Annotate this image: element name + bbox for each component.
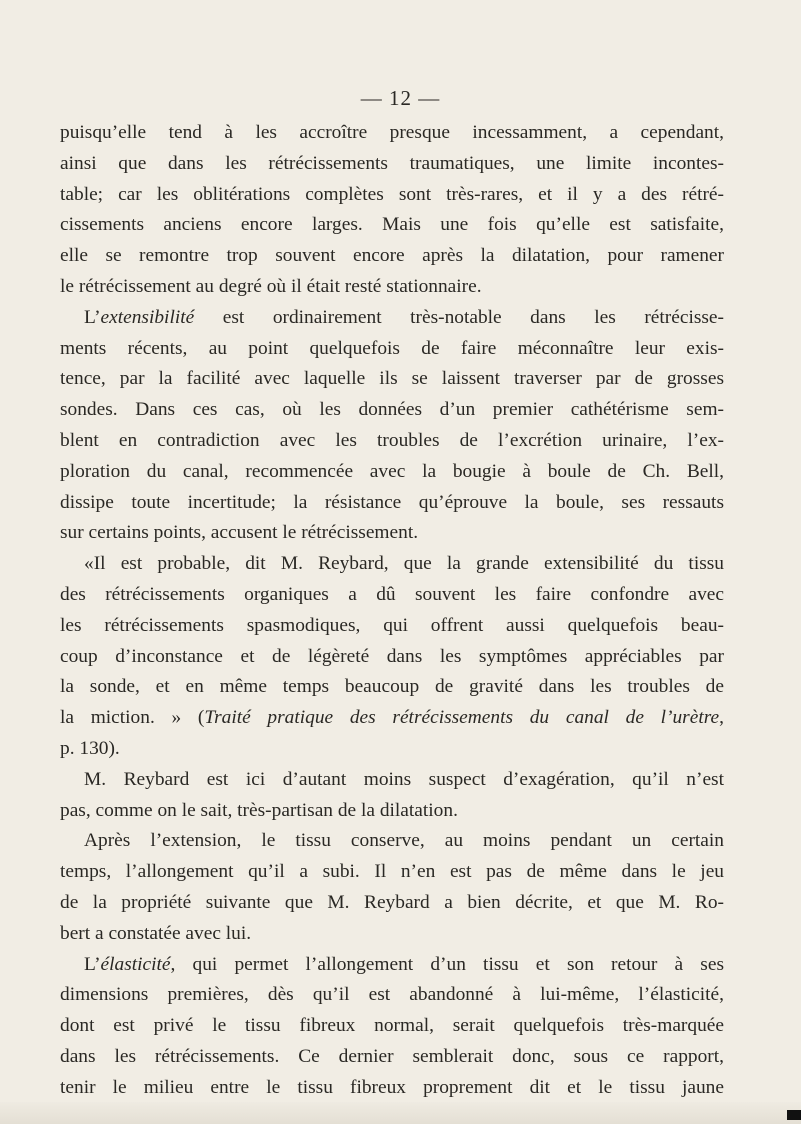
- text-segment: , qui permet l’allongement d’un tissu et son retour à ses: [170, 953, 724, 975]
- text-segment: ,: [719, 707, 725, 729]
- text-line: p. 130).: [60, 737, 120, 759]
- text-line: ploration du canal, recommencée avec la bougie à boule de Ch. Bell,: [60, 460, 724, 482]
- text-line: le rétrécissement au degré où il était resté stationnaire.: [60, 275, 482, 297]
- text-line: dont est privé le tissu fibreux normal, serait quelquefois très-marquée: [60, 1015, 724, 1037]
- text-line: sur certains points, accusent le rétrécissement.: [60, 522, 419, 544]
- text-line: dans les rétrécissements. Ce dernier semblerait donc, sous ce rapport,: [60, 1045, 724, 1067]
- scan-edge: [0, 1102, 801, 1124]
- text-line: puisqu’elle tend à les accroître presque incessamment, a cependant,: [60, 122, 724, 143]
- text-line: pas, comme on le sait, très-partisan de la dilatation.: [60, 799, 458, 821]
- text-line: «Il est probable, dit M. Reybard, que la grande extensibilité du tissu: [84, 553, 724, 575]
- text-line: ainsi que dans les rétrécissements traumatiques, une limite incontes-: [60, 152, 724, 174]
- text-line: blent en contradiction avec les troubles de l’excrétion urinaire, l’ex-: [60, 429, 724, 451]
- text-line: [60, 703, 724, 734]
- text-line: cissements anciens encore larges. Mais une fois qu’elle est satisfaite,: [60, 214, 724, 236]
- text-line: [60, 950, 724, 981]
- text-line: sondes. Dans ces cas, où les données d’un premier cathétérisme sem-: [60, 399, 724, 421]
- text-line: elle se remontre trop souvent encore après la dilatation, pour ramener: [60, 245, 724, 267]
- text-segment: la miction. » (: [60, 707, 205, 729]
- text-line: M. Reybard est ici d’autant moins suspect d’exagération, qu’il n’est: [84, 768, 724, 790]
- scan-mark: [787, 1110, 801, 1120]
- page-number: — 12 —: [360, 86, 441, 110]
- text-line: ments récents, au point quelquefois de faire méconnaître leur exis-: [60, 337, 724, 359]
- text-line: Après l’extension, le tissu conserve, au moins pendant un certain: [84, 830, 724, 852]
- text-line: des rétrécissements organiques a dû souvent les faire confondre avec: [60, 583, 724, 605]
- text-segment: L’: [84, 306, 101, 328]
- text-line: les rétrécissements spasmodiques, qui offrent aussi quelquefois beau-: [60, 614, 724, 636]
- text-line: table; car les oblitérations complètes sont très-rares, et il y a des rétré-: [60, 183, 724, 205]
- text-line: [60, 303, 724, 334]
- italic-term: Traité pratique des rétrécissements du canal de l’urètre: [204, 707, 720, 729]
- text-line: coup d’inconstance et de légèreté dans les symptômes appréciables par: [60, 645, 724, 667]
- text-line: temps, l’allongement qu’il a subi. Il n’en est pas de même dans le jeu: [60, 861, 724, 883]
- text-line: dimensions premières, dès qu’il est abandonné à lui-même, l’élasticité,: [60, 984, 724, 1006]
- text-line: dissipe toute incertitude; la résistance qu’éprouve la boule, ses ressauts: [60, 491, 724, 513]
- italic-term: élasticité: [100, 953, 171, 975]
- text-line: tence, par la facilité avec laquelle ils se laissent traverser par de grosses: [60, 368, 724, 390]
- text-line: bert a constatée avec lui.: [60, 922, 252, 944]
- text-segment: L’: [84, 953, 101, 975]
- text-segment: est ordinairement très-notable dans les rétrécisse-: [194, 306, 724, 328]
- italic-term: extensibilité: [100, 306, 195, 328]
- text-line: de la propriété suivante que M. Reybard a bien décrite, et que M. Ro-: [60, 891, 724, 913]
- body-text: [60, 118, 724, 1104]
- text-line: la sonde, et en même temps beaucoup de gravité dans les troubles de: [60, 676, 724, 698]
- text-line: tenir le milieu entre le tissu fibreux proprement dit et le tissu jaune: [60, 1076, 724, 1098]
